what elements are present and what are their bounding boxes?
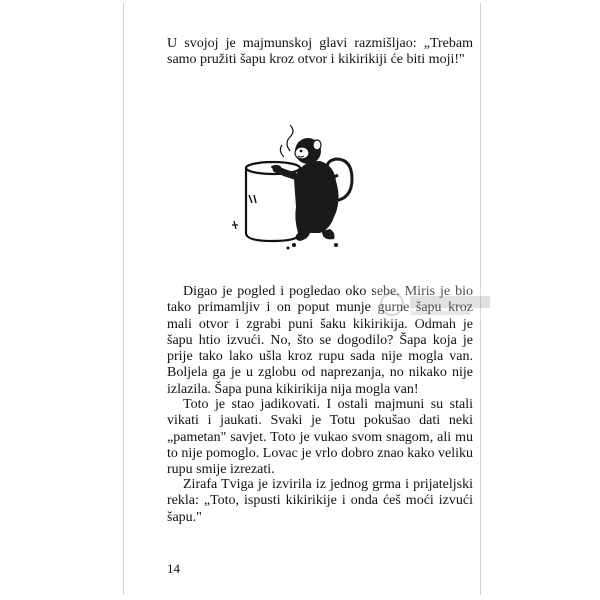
- paragraph-4: Zirafa Tviga je izvirila iz jednog grma i prijateljski rekla: „Toto, ispusti kikirikije i onda ćeš moći izvući šapu.": [167, 477, 473, 525]
- monkey-jar-illustration: [224, 121, 374, 256]
- book-page: [123, 3, 481, 595]
- paragraph-3: Toto je stao jadikovati. I ostali majmuni su stali vikati i jaukati. Svaki je Totu pokušao dati neki „pametan" savjet. Toto je vukao svom snagom, ali mu to nije pomoglo. Lovac je vrlo dobro znao kako veliku rupu smije izrezati.: [167, 397, 473, 478]
- paragraph-2: Digao je pogled i pogledao oko sebe. Miris je bio tako primamljiv i on poput munje gurne šapu kroz mali otvor i zgrabi puni šaku kikirikija. Odmah je šapu htio izvući. No, što se dogodilo? Šapa koja je prije tako lako ušla kroz rupu sada nije mogla van. Boljela ga je u zglobu od naprezanja, no nikako nije izlazila. Šapa puna kikirikija nija mogla van!: [167, 284, 473, 397]
- paragraph-1: U svojoj je majmunskoj glavi razmišljao: „Trebam samo pružiti šapu kroz otvor i kikirikiji će biti moji!": [167, 36, 473, 68]
- page-number: 14: [167, 561, 180, 576]
